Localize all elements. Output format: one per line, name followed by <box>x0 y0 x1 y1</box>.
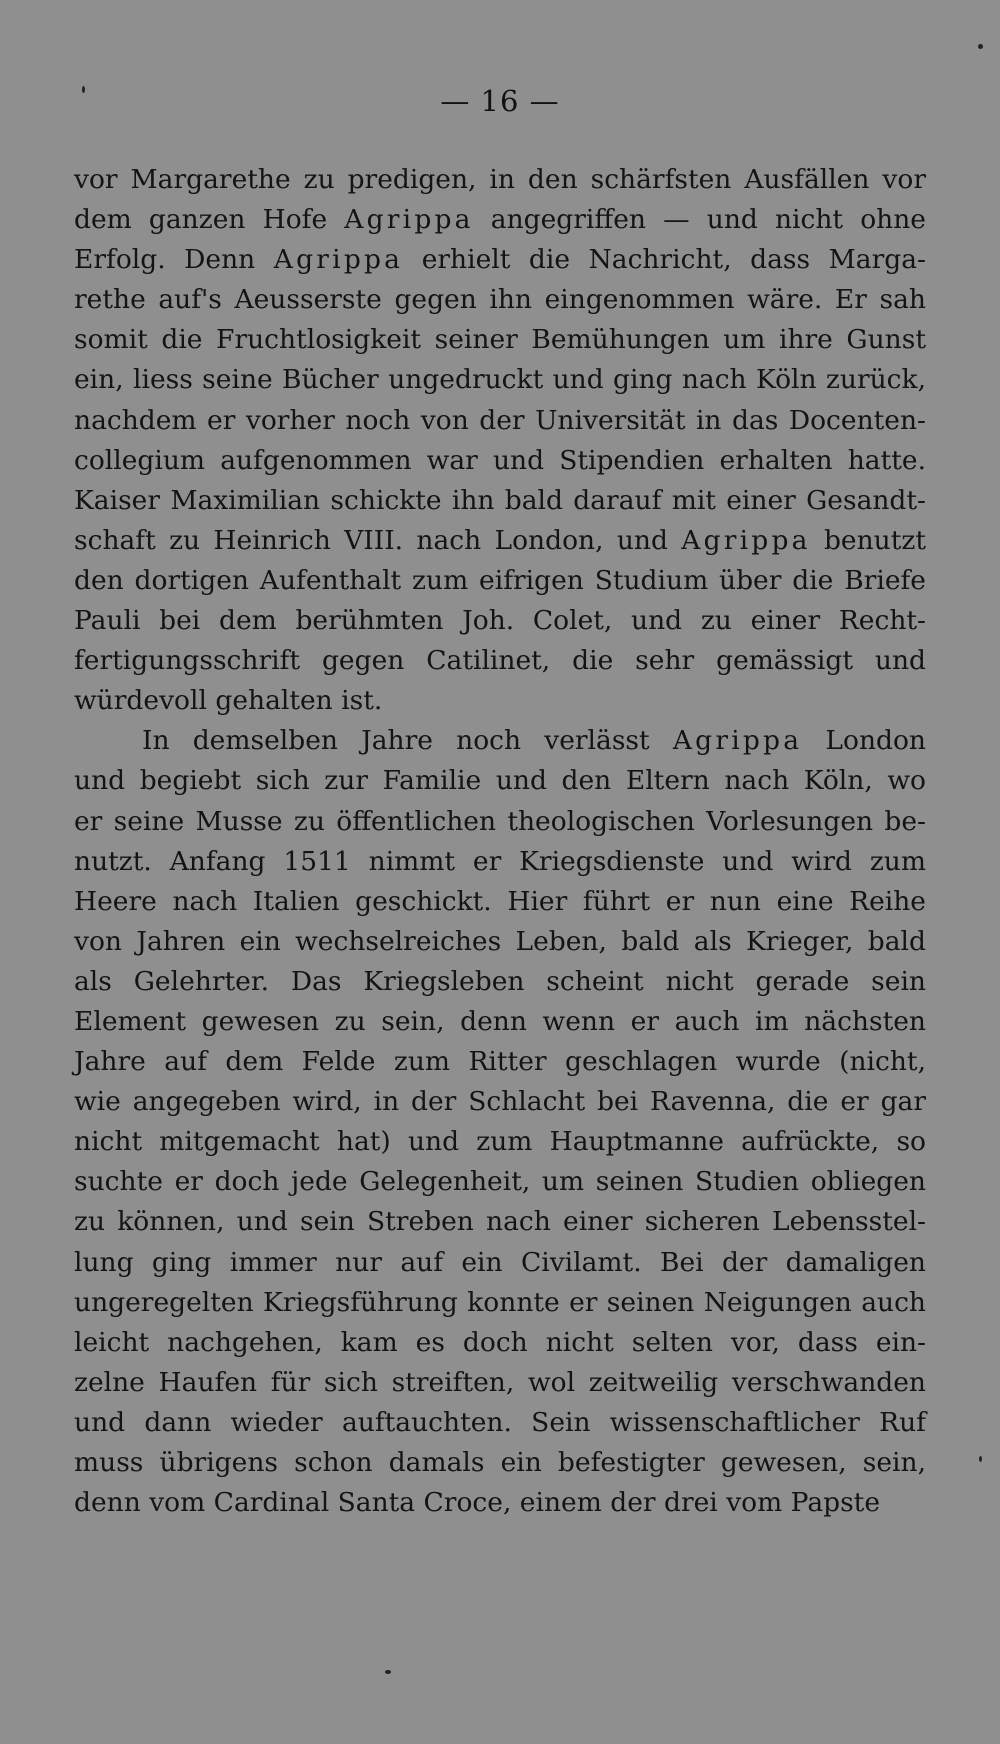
text-line <box>74 761 926 801</box>
text-line <box>74 280 926 320</box>
scan-speck <box>979 1456 982 1462</box>
text-line <box>74 1443 926 1483</box>
text-line <box>74 360 926 400</box>
text-segment: nachdem er vorher noch von der Universität in das Docenten- <box>74 404 926 436</box>
text-line <box>74 641 926 681</box>
text-line <box>74 200 926 240</box>
text-line <box>74 1082 926 1122</box>
text-segment: zelne Haufen für sich streiften, wol zeitweilig verschwanden <box>74 1366 926 1398</box>
text-segment: nicht mitgemacht hat) und zum Hauptmanne aufrückte, so <box>74 1126 926 1158</box>
text-line <box>74 561 926 601</box>
text-line <box>74 1403 926 1443</box>
text-segment: würdevoll gehalten ist. <box>74 685 383 717</box>
text-segment: ungeregelten Kriegsführung konnte er seinen Neigungen auch <box>74 1286 926 1318</box>
text-segment: benutzt <box>810 524 926 556</box>
text-segment: wie angegeben wird, in der Schlacht bei Ravenna, die er gar <box>74 1086 926 1118</box>
text-line <box>74 1483 926 1523</box>
spaced-name: Agrippa <box>681 524 811 556</box>
text-line <box>74 842 926 882</box>
text-segment: Heere nach Italien geschickt. Hier führt er nun eine Reihe <box>74 885 926 917</box>
text-segment: er seine Musse zu öffentlichen theologischen Vorlesungen be- <box>74 805 926 837</box>
text-line <box>74 401 926 441</box>
scan-speck <box>978 44 983 49</box>
text-segment: von Jahren ein wechselreiches Leben, bald als Krieger, bald <box>74 925 926 957</box>
text-segment: vor Margarethe zu predigen, in den schärfsten Ausfällen vor <box>74 164 926 195</box>
text-line <box>74 962 926 1002</box>
text-segment: als Gelehrter. Das Kriegsleben scheint nicht gerade sein <box>74 965 926 997</box>
text-line <box>74 1202 926 1242</box>
text-segment: und begiebt sich zur Familie und den Eltern nach Köln, wo <box>74 765 926 797</box>
text-segment: dem ganzen Hofe <box>74 204 345 236</box>
text-segment: Erfolg. Denn <box>74 244 274 276</box>
text-segment: rethe auf's Aeusserste gegen ihn eingenommen wäre. Er sah <box>74 284 926 316</box>
text-segment: angegriffen — und nicht ohne <box>473 204 926 236</box>
text-segment: London <box>802 725 926 757</box>
text-line <box>74 1323 926 1363</box>
page-number: — 16 — <box>440 84 560 118</box>
text-line <box>74 1002 926 1042</box>
text-segment: Pauli bei dem berühmten Joh. Colet, und zu einer Recht- <box>74 605 926 637</box>
text-line <box>74 481 926 521</box>
text-line <box>74 160 926 200</box>
text-segment: ein, liess seine Bücher ungedruckt und ging nach Köln zurück, <box>74 364 926 396</box>
text-segment: nutzt. Anfang 1511 nimmt er Kriegsdienste und wird zum <box>74 845 926 877</box>
text-line <box>74 320 926 360</box>
scan-speck <box>385 1670 391 1674</box>
body-text <box>74 160 926 1523</box>
text-segment: Jahre auf dem Felde zum Ritter geschlagen wurde (nicht, <box>74 1046 926 1078</box>
text-segment: erhielt die Nachricht, dass Marga- <box>403 244 926 276</box>
scan-speck <box>82 86 85 93</box>
text-line <box>74 521 926 561</box>
text-line <box>74 1122 926 1162</box>
text-line <box>74 1243 926 1283</box>
text-line <box>74 681 926 721</box>
text-line <box>74 1042 926 1082</box>
text-line <box>74 240 926 280</box>
text-line <box>74 1162 926 1202</box>
text-line <box>74 922 926 962</box>
text-segment: suchte er doch jede Gelegenheit, um seinen Studien obliegen <box>74 1166 926 1198</box>
text-segment: muss übrigens schon damals ein befestigter gewesen, sein, <box>74 1447 926 1478</box>
spaced-name: Agrippa <box>344 204 474 236</box>
text-line <box>74 1283 926 1323</box>
text-segment: collegium aufgenommen war und Stipendien erhalten hatte. <box>74 444 926 476</box>
spaced-name: Agrippa <box>273 244 404 276</box>
text-segment: fertigungsschrift gegen Catilinet, die sehr gemässigt und <box>74 645 926 677</box>
text-segment: In demselben Jahre noch verlässt <box>142 725 673 757</box>
text-segment: zu können, und sein Streben nach einer sicheren Lebensstel- <box>74 1206 926 1238</box>
text-segment: denn vom Cardinal Santa Croce, einem der drei vom Papste <box>74 1487 881 1519</box>
text-line <box>74 1363 926 1403</box>
text-segment: Element gewesen zu sein, denn wenn er auch im nächsten <box>74 1005 926 1037</box>
text-segment: den dortigen Aufenthalt zum eifrigen Studium über die Briefe <box>74 564 926 596</box>
text-line <box>74 721 926 761</box>
text-line <box>74 802 926 842</box>
text-segment: und dann wieder auftauchten. Sein wissenschaftlicher Ruf <box>74 1406 926 1438</box>
text-segment: Kaiser Maximilian schickte ihn bald darauf mit einer Gesandt- <box>74 484 926 516</box>
text-line <box>74 441 926 481</box>
text-line <box>74 882 926 922</box>
text-segment: lung ging immer nur auf ein Civilamt. Bei der damaligen <box>74 1246 926 1278</box>
text-line <box>74 601 926 641</box>
text-segment: schaft zu Heinrich VIII. nach London, und <box>74 524 682 556</box>
text-segment: somit die Fruchtlosigkeit seiner Bemühungen um ihre Gunst <box>74 324 926 356</box>
text-segment: leicht nachgehen, kam es doch nicht selten vor, dass ein- <box>74 1326 926 1358</box>
spaced-name: Agrippa <box>672 725 803 757</box>
